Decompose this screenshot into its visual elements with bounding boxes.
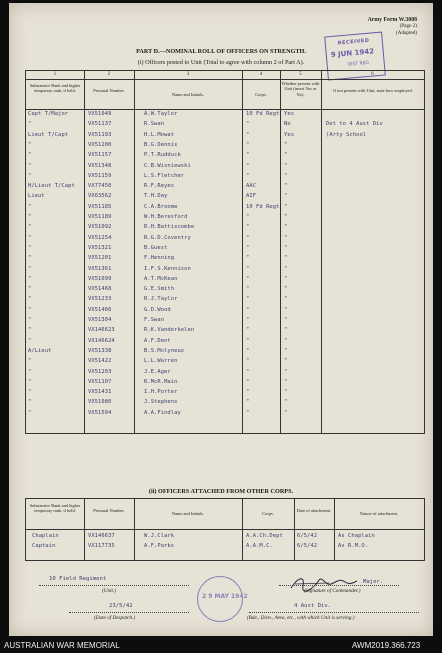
roll-cell-num: VX146624 [88, 337, 115, 344]
roll-cell-name: G.D.Wood [144, 306, 171, 313]
roll-cell-corps: " [246, 141, 250, 148]
roll-cell-rank: " [28, 275, 32, 282]
despatch-date-value: 23/5/42 [109, 603, 133, 609]
roll-cell-num: VX51466 [88, 306, 112, 313]
roll-cell-rank: " [28, 409, 32, 416]
roll-cell-corps: " [246, 275, 250, 282]
formation-value: 4 Aust Div. [294, 603, 332, 609]
roll-cell-name: H.L.Mowat [144, 131, 175, 138]
roll-cell-name: C.B.Wisniewski [144, 162, 191, 169]
roll-cell-name: J.E.Ager [144, 368, 171, 375]
stamp-date: 9 JUN 1942 [330, 47, 375, 60]
roll-cell-present: Yes [284, 111, 295, 117]
formation-caption: (Bde., Divn., Area, etc., with which Unit is serving.) [247, 615, 355, 621]
roll-cell-present: No [284, 121, 291, 128]
attached-cell-nature: As R.M.O. [338, 543, 369, 549]
roll-cell-name: G.E.Smith [144, 286, 175, 293]
unit-caption: (Unit.) [102, 588, 116, 594]
roll-cell-name: J.Stephens [144, 399, 178, 406]
roll-cell-present: " [284, 337, 288, 344]
roll-cell-rank: " [28, 368, 32, 375]
roll-cell-name: P.T.Rudduck [144, 152, 181, 159]
roll-cell-rank: Lieut T/Capt [28, 131, 69, 138]
attached-cell-name: W.J.Clark [144, 533, 175, 539]
roll-cell-num: VX63562 [88, 193, 112, 200]
roll-cell-corps: " [246, 162, 250, 169]
roll-cell-num: VX51321 [88, 244, 112, 251]
roll-cell-num: VX51200 [88, 141, 112, 148]
roll-cell-rank: " [28, 224, 32, 231]
roll-cell-num: VX146623 [88, 327, 115, 334]
roll-cell-corps: " [246, 214, 250, 220]
roll-cell-corps: " [246, 327, 250, 334]
roll-cell-rank: " [28, 234, 32, 241]
roll-cell-corps: " [246, 255, 250, 262]
page-ref: (Page 2) [399, 23, 417, 30]
roll-cell-name: L.S.Fletcher [144, 172, 185, 179]
roll-cell-name: F.Henning [144, 255, 175, 262]
roll-cell-rank: A/Lieut [28, 347, 52, 354]
roll-cell-name: R.Swan [144, 121, 165, 128]
roll-cell-rank: " [28, 265, 32, 272]
roll-cell-num: VX51193 [88, 131, 112, 138]
roll-cell-present: " [284, 368, 288, 375]
roll-cell-num: VX51189 [88, 214, 112, 220]
roll-cell-present: " [284, 389, 288, 396]
roll-cell-name: R.F.Reyes [144, 183, 175, 190]
roll-cell-num: VX51137 [88, 121, 112, 128]
attached-cell-nature: As Chaplain [338, 533, 375, 539]
roll-cell-rank: H/Lieut T/Capt [28, 183, 75, 190]
roll-cell-present: " [284, 141, 288, 148]
attached-cell-corps: A.A.Ch.Dept [246, 533, 283, 539]
attached-cell-num: VX117735 [88, 543, 115, 549]
roll-cell-rank: " [28, 255, 32, 262]
roll-cell-rank: " [28, 296, 32, 303]
archive-caption-bar [0, 637, 442, 653]
roll-cell-corps: " [246, 317, 250, 323]
roll-cell-rank: " [28, 306, 32, 313]
roll-cell-name: B.S.Molyneux [144, 347, 185, 354]
roll-cell-name: W.H.Beresford [144, 214, 188, 220]
roll-cell-corps: " [246, 265, 250, 272]
roll-cell-corps: " [246, 234, 250, 241]
roll-cell-num: VX51185 [88, 203, 112, 210]
roll-cell-name: C.A.Broome [144, 203, 178, 210]
roll-cell-corps: " [246, 347, 250, 354]
attached-officers-table [25, 498, 425, 561]
roll-cell-name: A.F.Dent [144, 337, 171, 344]
roll-cell-present: " [284, 358, 288, 365]
roll-cell-num: VX51157 [88, 152, 112, 159]
roll-cell-num: VX77450 [88, 183, 112, 190]
roll-cell-rank: " [28, 172, 32, 179]
roll-cell-corps: " [246, 296, 250, 303]
roll-cell-num: VX51049 [88, 111, 112, 117]
roll-cell-rank: " [28, 121, 32, 128]
roll-cell-num: VX51159 [88, 172, 112, 179]
roll-cell-present: " [284, 214, 288, 220]
roll-cell-name: I.F.S.Kennison [144, 265, 191, 272]
roll-cell-name: B.Guest [144, 244, 168, 251]
roll-cell-num: VX51431 [88, 389, 112, 396]
col-num-4: 4 [259, 72, 263, 77]
roll-cell-rank: " [28, 244, 32, 251]
roll-cell-num: VX51304 [88, 317, 112, 323]
roll-cell-num: VX51201 [88, 255, 112, 262]
roll-cell-present: " [284, 255, 288, 262]
form-page [9, 3, 433, 636]
roll-cell-num: VX51233 [88, 296, 112, 303]
part-d-subtitle: (i) Officers posted to Unit (Total to agree with column 2 of Part A). [137, 59, 305, 66]
roll-cell-rank: " [28, 378, 32, 385]
roll-cell-corps: " [246, 131, 250, 138]
roll-cell-corps: " [246, 378, 250, 385]
stamp-line-1: RECEIVED [337, 37, 370, 47]
col-num-3: 3 [186, 72, 190, 77]
roll-cell-present: " [284, 317, 288, 323]
roll-cell-present: " [284, 347, 288, 354]
col-num-5: 5 [299, 72, 302, 77]
header-name: Name and Initials. [171, 92, 205, 97]
roll-cell-num: VX51107 [88, 378, 112, 385]
roll-cell-num: VX51092 [88, 224, 112, 231]
seal-date: 2 9 MAY 1942 [202, 593, 248, 600]
attached-cell-name: A.F.Parks [144, 543, 175, 549]
attached-cell-date: 6/5/42 [297, 533, 318, 539]
header-personal-number: Personal Number. [93, 88, 125, 93]
roll-cell-present: " [284, 234, 288, 241]
roll-cell-corps: " [246, 368, 250, 375]
roll-cell-present: " [284, 172, 288, 179]
form-name: Army Form W.3008 [367, 17, 417, 23]
roll-cell-present: " [284, 286, 288, 293]
roll-cell-employed: (Arty School [326, 131, 367, 138]
roll-cell-present: " [284, 193, 288, 200]
signature-caption: (Signature of Commander.) [304, 588, 361, 594]
roll-cell-num: VX51203 [88, 368, 112, 375]
roll-cell-num: VX51361 [88, 265, 112, 272]
roll-cell-corps: " [246, 389, 250, 396]
roll-cell-corps: " [246, 337, 250, 344]
roll-cell-num: VX51422 [88, 358, 112, 365]
unit-value: 10 Field Regiment [49, 576, 107, 582]
roll-cell-present: " [284, 409, 288, 416]
attached-cell-date: 6/5/42 [297, 543, 318, 549]
header-employed: If not present with Unit, state how employed. [333, 88, 413, 93]
header-corps: Corps. [255, 92, 267, 97]
roll-cell-name: I.H.Porter [144, 389, 178, 396]
header-rank: Substantive Rank and higher temporary rank, if held. [29, 83, 81, 94]
roll-cell-num: VX51348 [88, 162, 112, 169]
roll-cell-present: " [284, 378, 288, 385]
roll-cell-rank: " [28, 327, 32, 334]
header-present: Whether present with Unit (insert Yes or No). [281, 81, 320, 97]
despatch-date-caption: (Date of Despatch.) [94, 615, 136, 621]
roll-cell-corps: 10 Fd Regt [246, 203, 280, 210]
roll-cell-name: A.W.Taylor [144, 111, 178, 117]
attached-cell-num: VX146637 [88, 533, 115, 539]
roll-cell-corps: " [246, 172, 250, 179]
roll-cell-present: " [284, 296, 288, 303]
t2-header-corps: Corps. [262, 511, 274, 516]
roll-cell-num: VX51468 [88, 286, 112, 293]
roll-cell-num: VX51099 [88, 275, 112, 282]
roll-cell-rank: " [28, 399, 32, 406]
attached-cell-rank: Chaplain [32, 533, 59, 539]
officers-roll-table [25, 70, 425, 434]
roll-cell-corps: " [246, 358, 250, 365]
roll-cell-present: " [284, 265, 288, 272]
roll-cell-name: L.L.Warren [144, 358, 178, 365]
roll-cell-num: VX51254 [88, 234, 112, 241]
roll-cell-name: R.G.D.Coventry [144, 234, 191, 241]
t2-header-date: Date of attachment. [296, 508, 332, 513]
roll-cell-name: R.K.Vanderkelen [144, 327, 195, 334]
attached-cell-rank: Captain [32, 543, 56, 549]
roll-cell-present: " [284, 183, 288, 190]
roll-cell-corps: " [246, 152, 250, 159]
roll-cell-rank: " [28, 203, 32, 210]
roll-cell-present: " [284, 275, 288, 282]
roll-cell-rank: " [28, 162, 32, 169]
section-2-title: (ii) OFFICERS ATTACHED FROM OTHER CORPS. [148, 488, 294, 495]
roll-cell-rank: " [28, 152, 32, 159]
archive-id: AWM2019.366.723 [352, 641, 421, 650]
date-seal [197, 576, 248, 622]
roll-cell-corps: " [246, 399, 250, 406]
roll-cell-num: VX51338 [88, 347, 112, 354]
roll-cell-corps: AIF [246, 193, 257, 200]
roll-cell-rank: " [28, 389, 32, 396]
col-num-6: 6 [371, 72, 374, 77]
t2-header-nature: Nature of attachment. [359, 511, 399, 516]
roll-cell-name: A.A.Findlay [144, 409, 181, 416]
part-d-title: PART D.—NOMINAL ROLL OF OFFICERS ON STRENGTH. [136, 48, 306, 55]
roll-cell-rank: Capt T/Major [28, 111, 69, 117]
col-num-1: 1 [53, 72, 57, 77]
roll-cell-rank: " [28, 358, 32, 365]
roll-cell-name: A.T.McKean [144, 275, 178, 282]
roll-cell-present: " [284, 162, 288, 169]
roll-cell-present: " [284, 203, 288, 210]
roll-cell-corps: " [246, 244, 250, 251]
commander-signature [289, 574, 379, 599]
roll-cell-rank: " [28, 337, 32, 344]
roll-cell-rank: " [28, 286, 32, 293]
roll-cell-rank: " [28, 141, 32, 148]
adapted-note: (Adapted) [395, 29, 417, 36]
roll-cell-name: T.H.Day [144, 193, 168, 200]
roll-cell-present: " [284, 244, 288, 251]
roll-cell-present: " [284, 224, 288, 231]
roll-cell-name: R.J.Taylor [144, 296, 178, 303]
roll-cell-corps: " [246, 409, 250, 416]
roll-cell-rank: Lieut [28, 193, 45, 200]
col-num-2: 2 [107, 72, 111, 77]
roll-cell-num: VX51504 [88, 409, 112, 416]
archive-label: AUSTRALIAN WAR MEMORIAL [4, 641, 120, 650]
roll-cell-corps: " [246, 306, 250, 313]
roll-cell-rank: " [28, 317, 32, 323]
t2-header-name: Name and Initials. [171, 511, 205, 516]
stamp-line-3: DIST REG [347, 60, 370, 68]
roll-cell-name: R.McR.Main [144, 378, 178, 385]
roll-cell-present: " [284, 152, 288, 159]
roll-cell-present: " [284, 399, 288, 406]
signature-rank: Major. [363, 579, 384, 585]
roll-cell-corps: " [246, 121, 250, 128]
roll-cell-corps: " [246, 286, 250, 293]
roll-cell-corps: " [246, 224, 250, 231]
t2-header-rank: Substantive Rank and higher temporary rank, if held. [29, 503, 81, 514]
roll-cell-corps: AAC [246, 183, 257, 190]
roll-cell-rank: " [28, 214, 32, 220]
roll-cell-name: B.G.Dennis [144, 141, 178, 148]
t2-header-personal-number: Personal Number. [93, 508, 125, 513]
roll-cell-name: R.H.Battiscombe [144, 224, 195, 231]
roll-cell-present: " [284, 306, 288, 313]
roll-cell-employed: Det to 4 Aust Div [326, 121, 383, 128]
roll-cell-present: Yes [284, 131, 295, 138]
roll-cell-present: " [284, 327, 288, 334]
attached-cell-corps: A.A.M.C. [246, 543, 273, 549]
roll-cell-corps: 10 Fd Regt [246, 111, 280, 117]
roll-cell-name: F.Swan [144, 317, 165, 323]
roll-cell-num: VX51080 [88, 399, 112, 406]
